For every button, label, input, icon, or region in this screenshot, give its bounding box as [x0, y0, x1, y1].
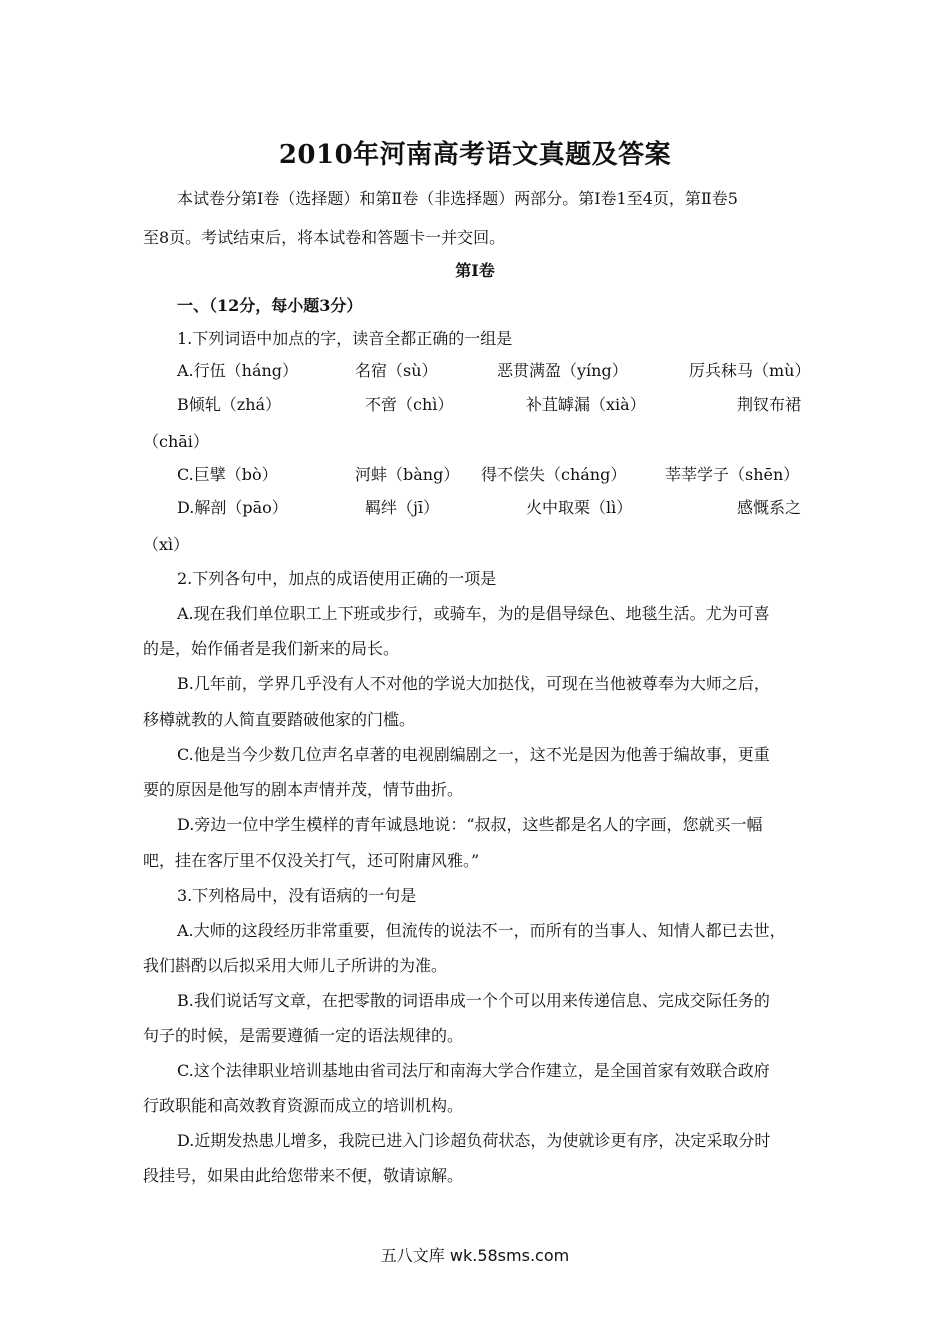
q3-a-line-1: A.大师的这段经历非常重要，但流传的说法不一，而所有的当事人、知情人都已去世， — [177, 921, 786, 940]
q2-b-line-1: B.几年前，学界几乎没有人不对他的学说大加挞伐，可现在当他被尊奉为大师之后， — [177, 674, 770, 693]
q2-d-line-2: 吧，挂在客厅里不仅没关打气，还可附庸风雅。” — [143, 851, 480, 870]
q1-d-2: 羁绊（jī） — [365, 498, 440, 517]
q3-d-line-1: D.近期发热患儿增多，我院已进入门诊超负荷状态，为使就诊更有序，决定采取分时 — [177, 1131, 771, 1150]
q2-a-line-2: 的是，始作俑者是我们新来的局长。 — [143, 639, 400, 658]
q2-b-line-2: 移樽就教的人简直要踏破他家的门槛。 — [143, 710, 416, 729]
q1-a-2: 名宿（sù） — [355, 361, 438, 380]
q3-b-line-2: 句子的时候，是需要遵循一定的语法规律的。 — [143, 1026, 464, 1045]
q1-b-1: B倾轧（zhá） — [177, 395, 282, 414]
intro-line-1: 本试卷分第Ⅰ卷（选择题）和第Ⅱ卷（非选择题）两部分。第Ⅰ卷1至4页，第Ⅱ卷5 — [177, 189, 738, 208]
part-heading: 一、（12分，每小题3分） — [177, 296, 363, 315]
page-title: 2010年河南高考语文真题及答案 — [278, 140, 672, 170]
q1-a-4: 厉兵秣马（mù） — [689, 361, 811, 380]
q2-c-line-1: C.他是当今少数几位声名卓著的电视剧编剧之一，这不光是因为他善于编故事，更重 — [177, 745, 770, 764]
q1-c-2: 河蚌（bàng） — [355, 465, 460, 484]
q1-b-3: 补苴罅漏（xià） — [526, 395, 646, 414]
q2-a-line-1: A.现在我们单位职工上下班或步行，或骑车，为的是倡导绿色、地毯生活。尤为可喜 — [177, 604, 770, 623]
q1-c-3: 得不偿失（cháng） — [481, 465, 627, 484]
q3-b-line-1: B.我们说话写文章，在把零散的词语串成一个个可以用来传递信息、完成交际任务的 — [177, 991, 770, 1010]
q3-c-line-2: 行政职能和高效教育资源而成立的培训机构。 — [143, 1096, 464, 1115]
q1-c-1: C.巨擘（bò） — [177, 465, 278, 484]
intro-line-2: 至8页。考试结束后，将本试卷和答题卡一并交回。 — [143, 228, 506, 247]
q1-d-4: 感慨系之 — [737, 498, 802, 517]
q1-a-3: 恶贯满盈（yíng） — [497, 361, 628, 380]
q3-c-line-1: C.这个法律职业培训基地由省司法厅和南海大学合作建立，是全国首家有效联合政府 — [177, 1061, 770, 1080]
page-footer: 五八文库 wk.58sms.com — [380, 1246, 570, 1265]
q1-b-2: 不啻（chì） — [365, 395, 454, 414]
q1-d-1: D.解剖（pāo） — [177, 498, 288, 517]
q1-a-1: A.行伍（háng） — [177, 361, 299, 380]
q1-c-4: 莘莘学子（shēn） — [665, 465, 800, 484]
q1-b-4: 荆钗布裙 — [737, 395, 802, 414]
section-heading: 第Ⅰ卷 — [455, 261, 495, 280]
q3-stem: 3.下列格局中，没有语病的一句是 — [177, 886, 417, 905]
q1-d-3: 火中取栗（lì） — [526, 498, 633, 517]
q1-b-wrap: （chāi） — [143, 432, 209, 451]
q2-c-line-2: 要的原因是他写的剧本声情并茂，情节曲折。 — [143, 780, 464, 799]
q1-stem: 1.下列词语中加点的字，读音全都正确的一组是 — [177, 329, 513, 348]
q3-a-line-2: 我们斟酌以后拟采用大师儿子所讲的为准。 — [143, 956, 448, 975]
q3-d-line-2: 段挂号，如果由此给您带来不便，敬请谅解。 — [143, 1166, 464, 1185]
q2-d-line-1: D.旁边一位中学生模样的青年诚恳地说：“叔叔，这些都是名人的字画，您就买一幅 — [177, 815, 763, 834]
q1-d-wrap: （xì） — [143, 535, 190, 554]
q2-stem: 2.下列各句中，加点的成语使用正确的一项是 — [177, 569, 497, 588]
